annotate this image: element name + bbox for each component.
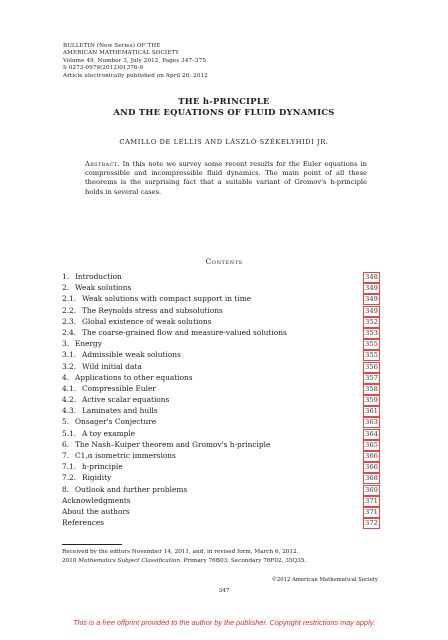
toc-entry-number: 1. [62, 272, 70, 281]
society-name: AMERICAN MATHEMATICAL SOCIETY [63, 50, 179, 57]
toc-entry[interactable] [62, 484, 378, 495]
publication-date: Article electronically published on April 26, 2012 [63, 72, 208, 79]
paper-authors: CAMILLO DE LELLIS AND LÁSZLÓ SZÉKELYHIDI JR. [119, 138, 329, 146]
toc-page-link[interactable]: 348 [365, 273, 378, 281]
toc-page-link[interactable]: 366 [365, 463, 378, 472]
toc-entry-title: Laminates and hulls [82, 406, 158, 416]
toc-entry-number: 2.2. [62, 305, 77, 315]
msc-note [62, 557, 306, 566]
toc-entry-number: 4. [62, 372, 70, 382]
abstract [85, 160, 367, 197]
toc-entry[interactable] [62, 517, 378, 528]
toc-entry-title: Active scalar equations [82, 395, 170, 405]
page-number: 347 [218, 588, 230, 594]
toc-page-link[interactable]: 358 [365, 384, 378, 393]
toc-entry-title: C1,α isometric immersions [75, 451, 176, 460]
offprint-notice: This is a free offprint provided to the author by the publisher. Copyright restrictions may apply. [73, 618, 375, 627]
toc-entry[interactable] [62, 361, 378, 372]
toc-entry[interactable] [62, 316, 378, 327]
toc-page-link[interactable]: 366 [365, 452, 378, 460]
toc-entry[interactable] [62, 405, 378, 416]
msc-year: 2010 [62, 558, 77, 564]
volume-info: Volume 49, Number 3, July 2012, Pages 347–375 [63, 57, 207, 64]
toc-page-link[interactable]: 368 [365, 474, 378, 483]
toc-page-link[interactable]: 369 [365, 485, 378, 494]
toc-entry[interactable] [62, 327, 378, 338]
toc-page-link[interactable]: 357 [365, 373, 378, 382]
toc-page-link[interactable]: 355 [365, 340, 378, 349]
toc-entry-title: Wild initial data [82, 361, 142, 371]
toc-entry-number: 3.1. [62, 350, 77, 360]
toc-entry[interactable] [62, 372, 378, 383]
toc-entry-title: Global existence of weak solutions [82, 316, 212, 326]
journal-name: BULLETIN (New Series) OF THE [63, 43, 161, 49]
toc-entry-title: Rigidity [82, 473, 112, 483]
toc-entry-number: 5.1. [62, 428, 77, 438]
toc-page-link[interactable]: 361 [365, 407, 378, 416]
article-id: S 0273-0979(2012)01376-9 [63, 65, 144, 72]
toc-page-link[interactable]: 355 [365, 351, 378, 360]
toc-page-link[interactable]: 356 [365, 362, 378, 371]
toc-entry[interactable] [62, 416, 378, 427]
toc-entry-number: 7. [62, 451, 70, 460]
paper-title-line-2: AND THE EQUATIONS OF FLUID DYNAMICS [113, 107, 335, 117]
toc-page-link[interactable]: 372 [365, 519, 378, 528]
toc-entry-title: The Reynolds stress and subsolutions [82, 305, 223, 315]
toc-entry[interactable] [62, 282, 378, 293]
toc-entry-title: h-principle [82, 462, 123, 472]
journal-header [63, 43, 208, 80]
footnote-rule [62, 544, 122, 545]
toc-page-link[interactable]: 349 [365, 306, 378, 315]
footnotes [62, 548, 306, 566]
toc-entry-title: References [62, 518, 105, 528]
toc-entry[interactable] [62, 450, 378, 461]
contents-heading: Contents [205, 257, 243, 266]
toc-entry-title: Introduction [75, 272, 122, 281]
toc-entry-title: Weak solutions [75, 283, 132, 293]
abstract-label: Abstract. [85, 160, 120, 168]
toc-entry-title: About the authors [62, 506, 130, 516]
toc-entry[interactable] [62, 495, 378, 506]
toc-entry[interactable] [62, 439, 378, 450]
paper-title-line-1: THE h-PRINCIPLE [178, 96, 270, 106]
toc-entry-title: Energy [75, 339, 102, 349]
toc-page-link[interactable]: 352 [365, 317, 378, 326]
toc-entry-number: 4.2. [62, 395, 77, 405]
toc-entry-title: Weak solutions with compact support in time [82, 294, 252, 304]
toc-entry-number: 3.2. [62, 361, 77, 371]
toc-entry-number: 7.2. [62, 473, 77, 483]
toc-entry[interactable] [62, 472, 378, 483]
toc-entry-number: 7.1. [62, 462, 77, 472]
msc-label: Mathematics Subject Classification. [78, 558, 182, 564]
toc-entry[interactable] [62, 461, 378, 472]
toc-page-link[interactable]: 371 [365, 496, 378, 505]
toc-page-link[interactable]: 359 [365, 396, 378, 405]
toc-entry-number: 3. [62, 339, 70, 349]
toc-page-link[interactable]: 363 [365, 418, 378, 427]
copyright-notice: ©2012 American Mathematical Society [271, 577, 378, 583]
toc-entry[interactable] [62, 293, 378, 304]
toc-page-link[interactable]: 349 [365, 284, 378, 293]
toc-entry[interactable] [62, 338, 378, 349]
toc-entry-number: 2.4. [62, 327, 77, 337]
toc-entry-number: 4.1. [62, 383, 77, 393]
toc-entry-number: 6. [62, 439, 70, 449]
toc-page-link[interactable]: 349 [365, 295, 378, 304]
toc-entry-number: 2. [62, 283, 70, 293]
toc-entry[interactable] [62, 394, 378, 405]
toc-entry-title: The Nash–Kuiper theorem and Gromov's h-principle [75, 439, 271, 449]
toc-entry-title: Onsager's Conjecture [75, 417, 157, 427]
toc-entry-title: The coarse-grained flow and measure-valued solutions [82, 327, 287, 337]
toc-entry[interactable] [62, 506, 378, 517]
table-of-contents [62, 271, 378, 528]
toc-entry-title: Acknowledgments [62, 495, 131, 505]
toc-page-link[interactable]: 353 [365, 328, 378, 337]
toc-entry[interactable] [62, 428, 378, 439]
toc-page-link[interactable]: 364 [365, 429, 378, 438]
toc-entry-number: 8. [62, 484, 70, 494]
toc-entry-number: 2.3. [62, 316, 77, 326]
toc-page-link[interactable]: 365 [365, 440, 378, 449]
toc-page-link[interactable]: 371 [365, 507, 378, 516]
toc-entry-number: 4.3. [62, 406, 77, 416]
toc-entry-number: 5. [62, 417, 70, 427]
toc-entry[interactable] [62, 305, 378, 316]
toc-entry-title: A toy example [82, 428, 136, 438]
toc-entry-title: Outlook and further problems [75, 484, 188, 494]
received-note: Received by the editors November 14, 2011, and, in revised form, March 6, 2012. [62, 549, 299, 555]
toc-entry-title: Admissible weak solutions [82, 350, 181, 360]
msc-codes: Primary 76B03; Secondary 76F02, 35Q35. [183, 558, 307, 564]
toc-entry-title: Compressible Euler [82, 383, 156, 393]
toc-entry-number: 2.1. [62, 294, 77, 304]
toc-entry[interactable] [62, 349, 378, 360]
abstract-text: In this note we survey some recent results for the Euler equations in compressible and incompressible fluid dynamics. The main point of all these theorems is the surprising fact that a suitable variant of Gromov's h-principle holds in several cases. [85, 160, 367, 196]
toc-entry[interactable] [62, 271, 378, 282]
toc-entry[interactable] [62, 383, 378, 394]
toc-entry-title: Applications to other equations [75, 372, 193, 382]
